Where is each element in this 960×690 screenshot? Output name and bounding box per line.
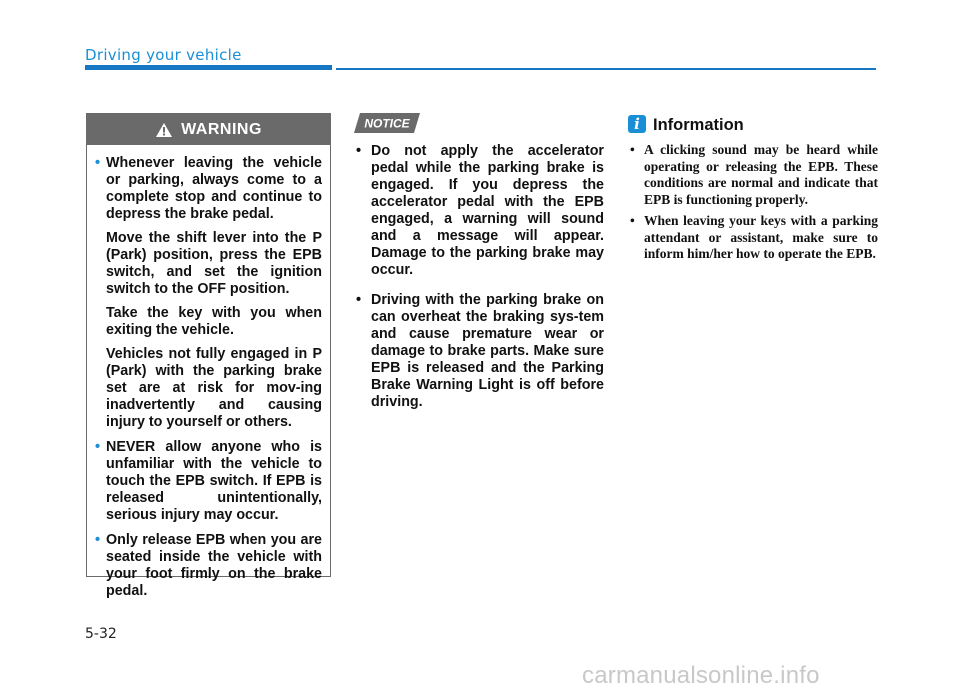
info-list: [630, 142, 878, 268]
warning-text: Only release EPB when you are seated inside the vehicle with your foot firmly on the brake pedal.: [106, 532, 322, 599]
info-item: [630, 213, 878, 263]
warning-list: [87, 145, 330, 600]
info-text: When leaving your keys with a parking attendant or assistant, make sure to inform him/her how to operate the EPB.: [644, 213, 878, 261]
header-rule-thin: [336, 68, 876, 70]
notice-badge: [354, 113, 420, 133]
notice-list: [356, 143, 604, 424]
warning-header: [87, 114, 330, 145]
bullet-icon: •: [356, 143, 362, 159]
warning-triangle-icon: [155, 122, 173, 138]
bullet-icon: •: [356, 292, 362, 308]
info-item: [630, 142, 878, 208]
warning-text: NEVER allow anyone who is unfamiliar with the vehicle to touch the EPB switch. If EPB is released unintentionally, serious injury may occur.: [106, 439, 322, 523]
page-number: 5-32: [85, 626, 117, 642]
warning-text: Vehicles not fully engaged in P (Park) with the parking brake set are at risk for mov-ing inadvertently and causing injury to yourself or others.: [106, 346, 322, 430]
warning-item: [95, 532, 322, 600]
bullet-icon: •: [95, 155, 101, 171]
warning-text: Whenever leaving the vehicle or parking, always come to a complete stop and continue to depress the brake pedal.: [106, 155, 322, 222]
warning-text: Take the key with you when exiting the vehicle.: [106, 305, 322, 338]
notice-text: Do not apply the accelerator pedal while the parking brake is engaged. If you depress the accelerator pedal with the EPB engaged, a warning will sound and a message will appear. Damage to the parking brake may occur.: [371, 143, 604, 278]
bullet-icon: •: [630, 142, 635, 157]
info-text: A clicking sound may be heard while operating or releasing the EPB. These conditions are normal and indicate that EPB is functioning properly.: [644, 142, 878, 207]
info-title: Information: [653, 116, 744, 134]
watermark: carmanualsonline.info: [582, 662, 820, 689]
warning-box: [86, 113, 331, 599]
bullet-icon: •: [95, 532, 101, 548]
notice-item: [356, 292, 604, 411]
notice-text: Driving with the parking brake on can overheat the braking sys-tem and cause premature wear or damage to brake parts. Make sure EPB is released and the Parking Brake Warning Light is off before driving.: [371, 292, 604, 410]
warning-title: WARNING: [181, 120, 262, 138]
notice-badge-label: NOTICE: [364, 116, 410, 131]
bullet-icon: •: [95, 439, 101, 455]
warning-item: [95, 439, 322, 524]
header-rule-thick: [85, 65, 332, 70]
warning-text: Move the shift lever into the P (Park) position, press the EPB switch, and set the ignition switch to the OFF position.: [106, 230, 322, 297]
info-icon: i: [628, 115, 646, 133]
section-title: Driving your vehicle: [85, 46, 242, 64]
warning-item: [95, 155, 322, 431]
bullet-icon: •: [630, 213, 635, 228]
notice-item: [356, 143, 604, 279]
